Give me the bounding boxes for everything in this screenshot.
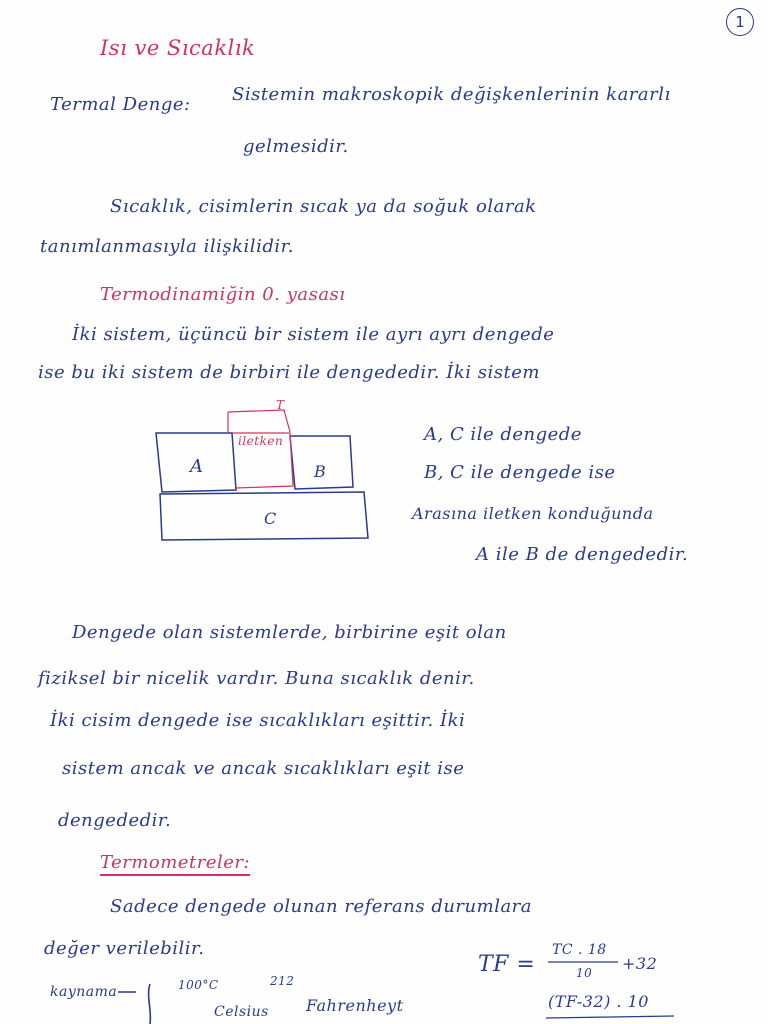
diagram-label-conductor: iletken [238,434,284,448]
formula-tf-denominator: 10 [576,966,593,980]
celsius-name: Celsius [214,1004,269,1020]
equilibrium-line4: sistem ancak ve ancak sıcaklıkları eşit ise [62,758,465,779]
zeroth-law-heading: Termodinamiğin 0. yasası [100,284,346,305]
thermometers-heading: Termometreler: [100,852,250,876]
formula-tf-plus: +32 [622,954,658,973]
thermal-equilibrium-line2: gelmesidir. [243,136,349,157]
page-title: Isı ve Sıcaklık [100,36,256,60]
zeroth-law-line2: ise bu iki sistem de birbiri ile dengededir. İki sistem [38,362,540,383]
diagram-note-line4: A ile B de dengededir. [476,544,689,565]
equilibrium-line1: Dengede olan sistemlerde, birbirine eşit olan [72,622,507,643]
diagram-label-c: C [264,509,277,528]
thermometers-line2: değer verilebilir. [44,938,205,959]
temperature-def-line1: Sıcaklık, cisimlerin sıcak ya da soğuk olarak [110,196,537,217]
formula-tf-numerator: TC . 18 [552,942,607,958]
boiling-label: kaynama [50,984,118,1000]
fahrenheit-name: Fahrenheyt [306,996,404,1015]
thermal-equilibrium-label: Termal Denge: [50,94,191,115]
formula-tf-lhs: TF = [478,952,536,977]
fahrenheit-boiling-value: 212 [270,974,295,988]
zeroth-law-line1: İki sistem, üçüncü bir sistem ile ayrı ayrı dengede [72,324,555,345]
equilibrium-line5: dengededir. [58,810,172,831]
formula-tc-numerator: (TF-32) . 10 [548,992,649,1011]
diagram-note-line3: Arasına iletken konduğunda [412,504,654,523]
diagram-label-b: B [314,462,327,481]
diagram-label-a: A [190,456,204,477]
equilibrium-line3: İki cisim dengede ise sıcaklıkları eşittir. İki [50,710,466,731]
thermometers-line1: Sadece dengede olunan referans durumlara [110,896,533,917]
equilibrium-line2: fiziksel bir nicelik vardır. Buna sıcaklık denir. [38,668,475,689]
celsius-boiling-value: 100°C [178,978,219,992]
thermal-equilibrium-line1: Sistemin makroskopik değişkenlerinin kararlı [232,84,671,105]
temperature-def-line2: tanımlanmasıyla ilişkilidir. [40,236,294,257]
diagram-label-t: T [276,398,285,412]
page-number: 1 [726,8,754,36]
diagram-note-line1: A, C ile dengede [424,424,582,445]
diagram-note-line2: B, C ile dengede ise [424,462,616,483]
